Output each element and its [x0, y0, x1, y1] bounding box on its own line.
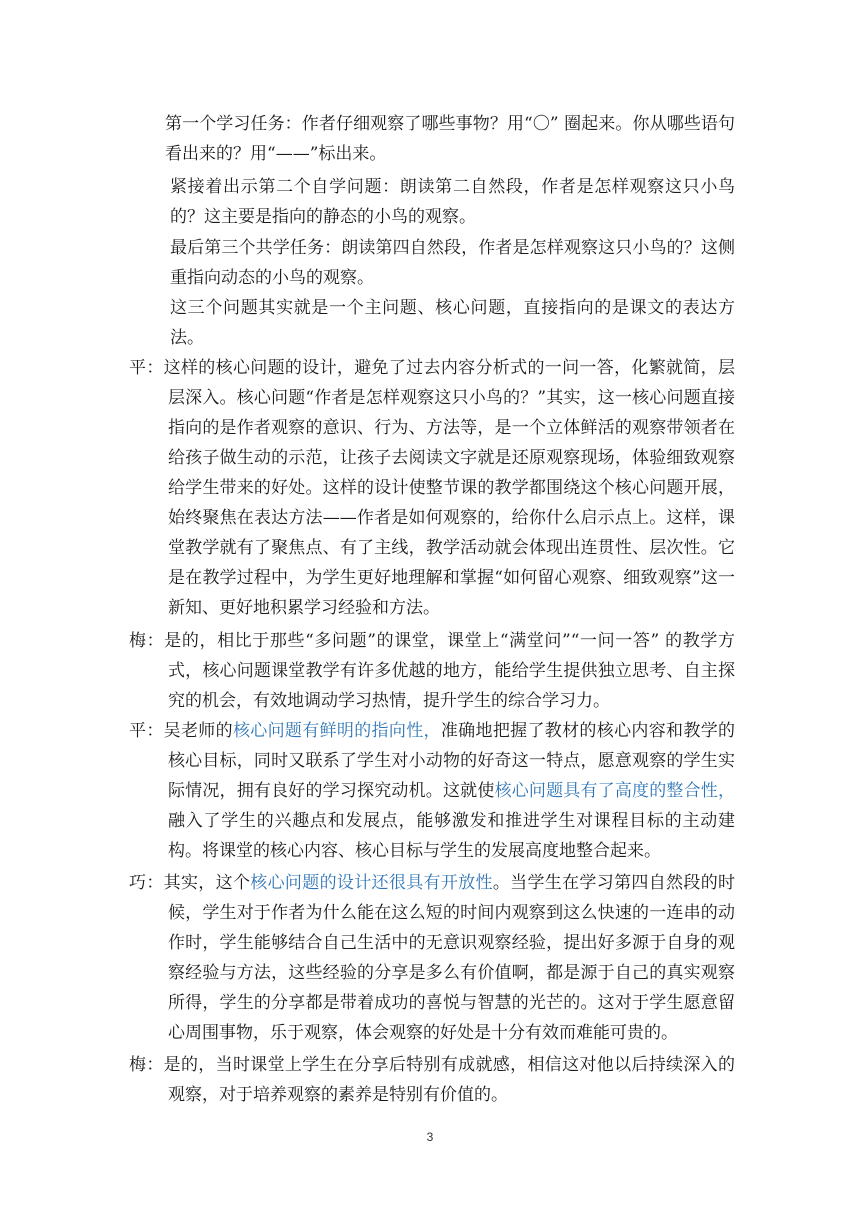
dialog-text: 是的，相比于那些“多问题”的课堂，课堂上“满堂问”“一问一答” 的教学方式，核心问题课堂教学有许多优越的地方，能给学生提供独立思考、自主探究的机会，有效地调动学习热情，提升学生的综合学习力。: [164, 631, 735, 711]
dialog-text: 是的，当时课堂上学生在分享后特别有成就感，相信这对他以后持续深入的观察，对于培养观察的素养是特别有价值的。: [163, 1055, 736, 1105]
speaker-label: 平：: [129, 721, 164, 741]
dialog-text: 融入了学生的兴趣点和发展点，能够激发和推进学生对课程目标的主动建构。将课堂的核心内容、核心目标与学生的发展高度地整合起来。: [168, 811, 735, 861]
summary-paragraph: 这三个问题其实就是一个主问题、核心问题，直接指向的是课文的表达方法。: [170, 298, 735, 348]
dialog-text: 其实，这个: [163, 873, 251, 893]
dialog-text: 准确地把握了教材的核心内容和教学的核心目标，同时又联系了学生对小动物的好奇这一特点，愿意观察的学生实际情况，拥有良好的学习探究动机。这就使: [168, 721, 736, 801]
speaker-label: 巧：: [129, 873, 164, 893]
dialog-mei-2: [129, 1050, 735, 1110]
task-two-paragraph: 紧接着出示第二个自学问题：朗读第二自然段，作者是怎样观察这只小鸟的？这主要是指向的静态的小鸟的观察。: [170, 177, 735, 227]
highlight-text: 核心问题的设计还很具有开放性: [250, 873, 493, 893]
dialog-ping-2: [129, 716, 735, 866]
dialog-mei-1: [129, 626, 735, 716]
dialog-ping-1: [129, 353, 735, 623]
speaker-label: 梅：: [129, 1055, 164, 1075]
highlight-text: 核心问题具有了高度的整合性，: [494, 781, 735, 801]
speaker-label: 梅：: [129, 631, 165, 651]
dialog-text: 。当学生在学习第四自然段的时候，学生对于作者为什么能在这么短的时间内观察到这么快速的一连串的动作时，学生能够结合自己生活中的无意识观察经验，提出好多源于自身的观察经验与方法，这些经验的分享是多么有价值啊，都是源于自己的真实观察所得，学生的分享都是带着成功的喜悦与智慧的光芒的。这对于学生愿意留心周围事物，乐于观察，体会观察的好处是十分有效而难能可贵的。: [168, 873, 736, 1043]
page-number: 3: [426, 1130, 434, 1144]
dialog-qiao-1: [129, 868, 735, 1048]
task-three-paragraph: 最后第三个共学任务：朗读第四自然段，作者是怎样观察这只小鸟的？这侧重指向动态的小鸟的观察。: [170, 238, 735, 288]
task-one-paragraph: 第一个学习任务：作者仔细观察了哪些事物？用“〇” 圈起来。你从哪些语句看出来的？用“——”标出来。: [165, 114, 735, 164]
speaker-label: 平：: [129, 358, 164, 378]
dialog-text: 吴老师的: [163, 721, 233, 741]
highlight-text: 核心问题有鲜明的指向性，: [232, 721, 441, 741]
dialog-text: 这样的核心问题的设计，避免了过去内容分析式的一问一答，化繁就简，层层深入。核心问题“作者是怎样观察这只小鸟的？”其实，这一核心问题直接指向的是作者观察的意识、行为、方法等，是一个立体鲜活的观察带领者在给孩子做生动的示范，让孩子去阅读文字就是还原观察现场，体验细致观察给学生带来的好处。这样的设计使整节课的教学都围绕这个核心问题开展，始终聚焦在表达方法——作者是如何观察的，给你什么启示点上。这样，课堂教学就有了聚焦点、有了主线，教学活动就会体现出连贯性、层次性。它是在教学过程中，为学生更好地理解和掌握“如何留心观察、细致观察”这一新知、更好地积累学习经验和方法。: [163, 358, 736, 618]
